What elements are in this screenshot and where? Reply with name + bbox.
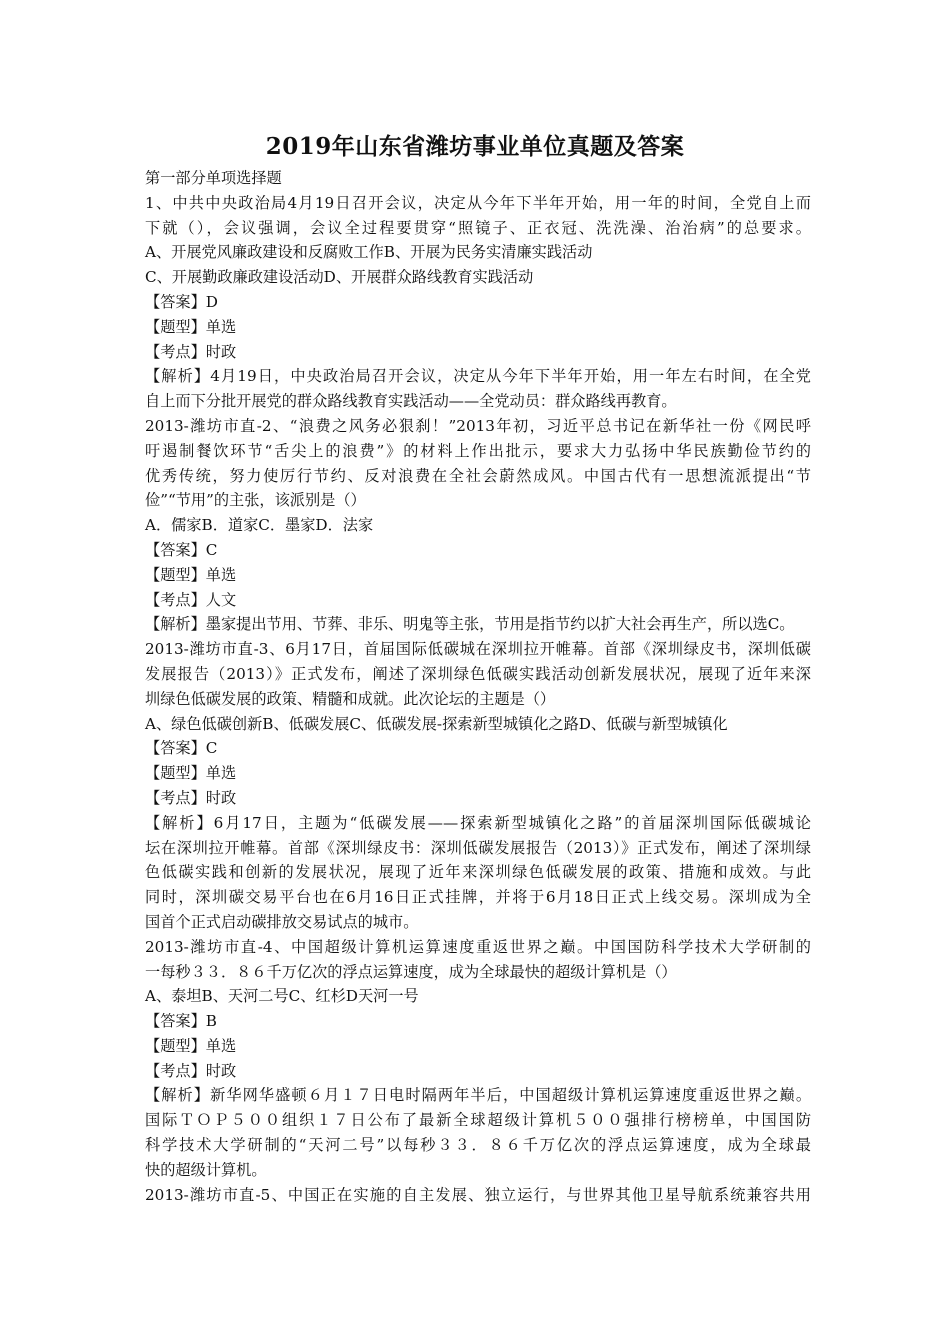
text-line: 【答案】D bbox=[145, 292, 218, 311]
text-line: 坛在深圳拉开帷幕。首部《深圳绿皮书：深圳低碳发展报告（2013）》正式发布，阐述了深圳绿 bbox=[145, 838, 811, 857]
text-line: 快的超级计算机。 bbox=[145, 1160, 267, 1179]
text-line: 下就（），会议强调，会议全过程要贯穿“照镜子、正衣冠、洗洗澡、治治病”的总要求。 bbox=[145, 218, 811, 237]
text-line: A．儒家B．道家C．墨家D．法家 bbox=[145, 516, 374, 535]
text-line: 发展报告（2013）》正式发布，阐述了深圳绿色低碳实践活动创新发展状况，展现了近年来深 bbox=[145, 664, 811, 683]
text-line: 【答案】C bbox=[145, 540, 218, 559]
text-line: 2013-潍坊市直-4、中国超级计算机运算速度重返世界之巅。中国国防科学技术大学研制的 bbox=[145, 937, 811, 956]
text-line: 【解析】新华网华盛顿６月１７日电时隔两年半后，中国超级计算机运算速度重返世界之巅。 bbox=[145, 1086, 811, 1105]
page-title: 2019年山东省潍坊事业单位真题及答案 bbox=[265, 133, 685, 160]
text-line: 【考点】时政 bbox=[145, 342, 237, 361]
text-line: 【解析】墨家提出节用、节葬、非乐、明鬼等主张，节用是指节约以扩大社会再生产，所以选C。 bbox=[145, 615, 795, 634]
text-line: 国首个正式启动碳排放交易试点的城市。 bbox=[145, 912, 419, 931]
text-line: 【题型】单选 bbox=[145, 764, 237, 783]
text-line: 【考点】人文 bbox=[145, 590, 237, 609]
text-line: 【答案】C bbox=[145, 739, 218, 758]
text-line: 色低碳实践和创新的发展状况，展现了近年来深圳绿色低碳发展的政策、措施和成效。与此 bbox=[145, 863, 811, 882]
text-line: 2013-潍坊市直-5、中国正在实施的自主发展、独立运行，与世界其他卫星导航系统兼容共用 bbox=[145, 1185, 811, 1204]
text-line: 一每秒３３．８６千万亿次的浮点运算速度，成为全球最快的超级计算机是（） bbox=[145, 962, 677, 981]
text-line: A、开展党风廉政建设和反腐败工作B、开展为民务实清廉实践活动 bbox=[145, 243, 593, 262]
text-line: 科学技术大学研制的“天河二号”以每秒３３．８６千万亿次的浮点运算速度，成为全球最 bbox=[145, 1136, 811, 1155]
text-line: 圳绿色低碳发展的政策、精髓和成就。此次论坛的主题是（） bbox=[145, 689, 556, 708]
text-line: A、绿色低碳创新B、低碳发展C、低碳发展-探索新型城镇化之路D、低碳与新型城镇化 bbox=[145, 714, 728, 733]
text-line: 【题型】单选 bbox=[145, 317, 237, 336]
text-line: 自上而下分批开展党的群众路线教育实践活动——全党动员：群众路线再教育。 bbox=[145, 392, 677, 411]
document-body bbox=[145, 166, 811, 1207]
text-line: 【题型】单选 bbox=[145, 565, 237, 584]
text-line: C、开展勤政廉政建设活动D、开展群众路线教育实践活动 bbox=[145, 268, 534, 287]
text-line: 第一部分单项选择题 bbox=[145, 169, 282, 187]
text-line: 同时，深圳碳交易平台也在6月16日正式挂牌，并将于6月18日正式上线交易。深圳成为全 bbox=[145, 888, 811, 907]
text-line: 2013-潍坊市直-3、6月17日，首届国际低碳城在深圳拉开帷幕。首部《深圳绿皮书，深圳低碳 bbox=[145, 640, 811, 659]
text-line: 【答案】B bbox=[145, 1012, 217, 1031]
text-line: 【考点】时政 bbox=[145, 1061, 237, 1080]
text-line: 国际ＴＯＰ５００组织１７日公布了最新全球超级计算机５００强排行榜榜单，中国国防 bbox=[145, 1111, 811, 1130]
text-line: 【解析】6月17日，主题为“低碳发展——探索新型城镇化之路”的首届深圳国际低碳城论 bbox=[145, 813, 811, 832]
text-line: 【考点】时政 bbox=[145, 788, 237, 807]
text-line: 1、中共中央政治局4月19日召开会议，决定从今年下半年开始，用一年的时间，全党自上而 bbox=[145, 193, 811, 212]
text-line: 2013-潍坊市直-2、“浪费之风务必狠刹！”2013年初，习近平总书记在新华社一份《网民呼 bbox=[145, 416, 811, 435]
text-line: 【解析】4月19日，中央政治局召开会议，决定从今年下半年开始，用一年左右时间，在全党 bbox=[145, 367, 811, 386]
text-line: A、泰坦B、天河二号C、红杉D天河一号 bbox=[145, 987, 419, 1006]
text-line: 【题型】单选 bbox=[145, 1036, 237, 1055]
text-line: 俭”“节用”的主张，该派别是（） bbox=[145, 491, 366, 510]
text-line: 吁遏制餐饮环节“舌尖上的浪费”》的材料上作出批示，要求大力弘扬中华民族勤俭节约的 bbox=[145, 441, 811, 460]
text-line: 优秀传统，努力使厉行节约、反对浪费在全社会蔚然成风。中国古代有一思想流派提出“节 bbox=[145, 466, 811, 485]
